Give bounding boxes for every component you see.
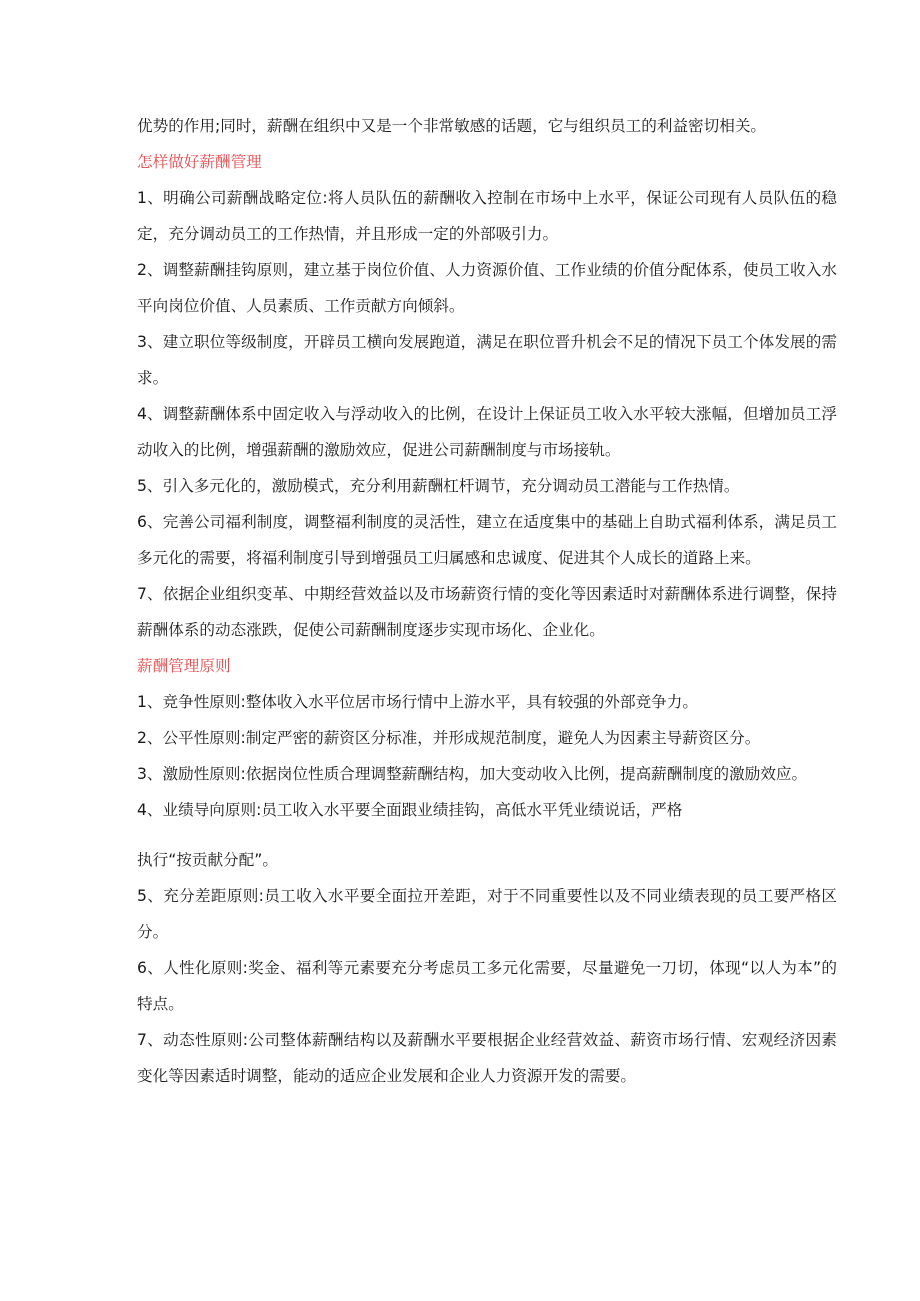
list-item: 5、充分差距原则:员工收入水平要全面拉开差距，对于不同重要性以及不同业绩表现的员工要严格区分。 (137, 887, 837, 941)
list-item: 7、依据企业组织变革、中期经营效益以及市场薪资行情的变化等因素适时对薪酬体系进行调整，保持薪酬体系的动态涨跌，促使公司薪酬制度逐步实现市场化、企业化。 (137, 585, 837, 639)
list-item: 7、动态性原则:公司整体薪酬结构以及薪酬水平要根据企业经营效益、薪资市场行情、宏观经济因素变化等因素适时调整，能动的适应企业发展和企业人力资源开发的需要。 (137, 1031, 837, 1085)
list-item: 3、激励性原则:依据岗位性质合理调整薪酬结构，加大变动收入比例，提高薪酬制度的激励效应。 (137, 765, 808, 783)
list-item: 1、明确公司薪酬战略定位:将人员队伍的薪酬收入控制在市场中上水平，保证公司现有人员队伍的稳定，充分调动员工的工作热情，并且形成一定的外部吸引力。 (137, 189, 837, 243)
list-item: 4、调整薪酬体系中固定收入与浮动收入的比例，在设计上保证员工收入水平较大涨幅，但增加员工浮动收入的比例，增强薪酬的激励效应，促进公司薪酬制度与市场接轨。 (137, 405, 837, 459)
list-item: 4、业绩导向原则:员工收入水平要全面跟业绩挂钩，高低水平凭业绩说话，严格 (137, 801, 683, 819)
list-item: 2、调整薪酬挂钩原则，建立基于岗位价值、人力资源价值、工作业绩的价值分配体系，使员工收入水平向岗位价值、人员素质、工作贡献方向倾斜。 (137, 261, 837, 315)
list-item: 5、引入多元化的，激励模式，充分利用薪酬杠杆调节，充分调动员工潜能与工作热情。 (137, 477, 740, 495)
section-heading-salary-management: 怎样做好薪酬管理 (137, 153, 262, 171)
document-body (137, 108, 837, 1094)
list-item: 6、完善公司福利制度，调整福利制度的灵活性，建立在适度集中的基础上自助式福利体系，满足员工多元化的需要，将福利制度引导到增强员工归属感和忠诚度、促进其个人成长的道路上来。 (137, 513, 837, 567)
list-item-continuation: 执行“按贡献分配”。 (137, 851, 278, 869)
list-item: 2、公平性原则:制定严密的薪资区分标准，并形成规范制度，避免人为因素主导薪资区分。 (137, 729, 761, 747)
list-item: 1、竞争性原则:整体收入水平位居市场行情中上游水平，具有较强的外部竞争力。 (137, 693, 698, 711)
section-heading-salary-principles: 薪酬管理原则 (137, 657, 231, 675)
list-item: 3、建立职位等级制度，开辟员工横向发展跑道，满足在职位晋升机会不足的情况下员工个体发展的需求。 (137, 333, 837, 387)
list-item: 6、人性化原则:奖金、福利等元素要充分考虑员工多元化需要，尽量避免一刀切，体现“以人为本”的特点。 (137, 959, 837, 1013)
intro-paragraph: 优势的作用;同时，薪酬在组织中又是一个非常敏感的话题，它与组织员工的利益密切相关。 (137, 117, 767, 135)
